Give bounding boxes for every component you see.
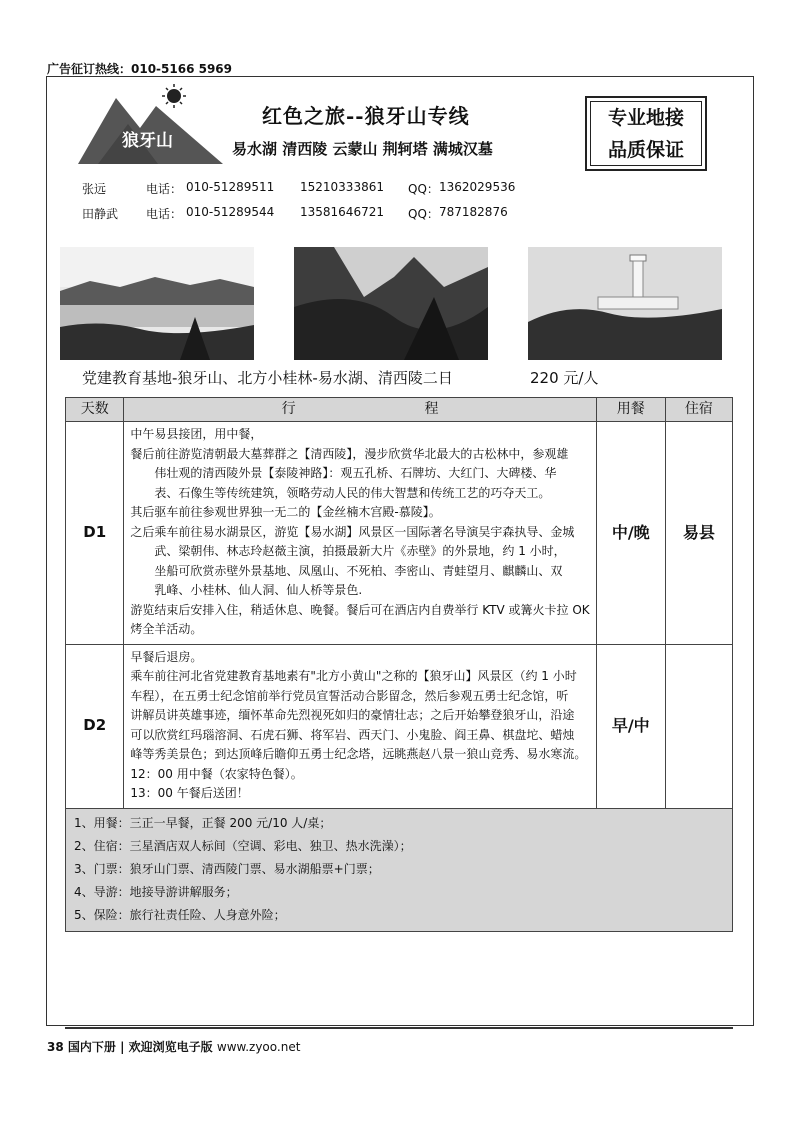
logo-label: 狼牙山 xyxy=(122,131,173,151)
table-header-row xyxy=(66,398,733,422)
note-line: 2、住宿：三星酒店双人标间（空调、彩电、独卫、热水洗澡）； xyxy=(74,838,412,853)
lodging-cell: 易县 xyxy=(665,422,732,645)
page-subtitle: 易水湖 清西陵 云蒙山 荆轲塔 满城汉墓 xyxy=(232,140,493,158)
notes-row xyxy=(66,808,733,931)
lake-photo xyxy=(60,247,254,360)
itinerary-line: 13：00 午餐后送团！ xyxy=(130,786,249,800)
footer-section: 国内下册 xyxy=(67,1040,116,1054)
header-itinerary-char-1: 行 xyxy=(281,400,296,417)
contact-qq: 1362029536 xyxy=(439,180,516,194)
ad-hotline: 广告征订热线：010-5166 5969 xyxy=(47,62,233,76)
itinerary-line: 表、石像生等传统建筑，领略劳动人民的伟大智慧和传统工艺的巧夺天工。 xyxy=(154,485,551,500)
contact-mobile: 15210333861 xyxy=(300,180,384,194)
itinerary-line: 其后驱车前往参观世界独一无二的【金丝楠木宫殿-慕陵】。 xyxy=(130,505,441,519)
day-label: D1 xyxy=(66,422,124,645)
header-meal: 用餐 xyxy=(596,398,665,422)
itinerary-line: 讲解员讲英雄事迹，缅怀革命先烈视死如归的豪情壮志；之后开始攀登狼牙山，沿途 xyxy=(130,708,575,722)
mountain-photo xyxy=(294,247,488,360)
itinerary-line: 中午易县接团，用中餐， xyxy=(130,427,263,441)
day-label: D2 xyxy=(66,644,124,808)
footer-separator: | xyxy=(120,1040,125,1054)
day-itinerary xyxy=(124,422,596,645)
itinerary-line: 乘车前往河北省党建教育基地素有"北方小黄山"之称的【狼牙山】风景区（约 1 小时 xyxy=(130,669,577,683)
itinerary-line: 游览结束后安排入住，稍适休息、晚餐。餐后可在酒店内自费举行 KTV 或篝火卡拉 OK xyxy=(130,602,590,617)
contact-tel: 010-51289544 xyxy=(186,205,275,219)
badge-line-1: 专业地接 xyxy=(607,107,684,129)
badge-inner-border xyxy=(590,101,702,166)
header-itinerary xyxy=(124,398,596,422)
itinerary-line: 烤全羊活动。 xyxy=(130,622,203,636)
meal-cell: 中/晚 xyxy=(596,422,665,645)
header-day: 天数 xyxy=(66,398,124,422)
itinerary-line: 早餐后退房。 xyxy=(130,649,203,664)
contact-tel-label: 电话： xyxy=(146,182,183,196)
itinerary-line: 12：00 用中餐（农家特色餐）。 xyxy=(130,766,303,781)
meal-cell: 早/中 xyxy=(596,644,665,808)
contact-tel-label: 电话： xyxy=(146,207,183,221)
day-itinerary xyxy=(124,644,596,808)
header-itinerary-char-2: 程 xyxy=(424,400,439,417)
note-line: 4、导游：地接导游讲解服务； xyxy=(74,884,238,899)
itinerary-line: 之后乘车前往易水湖景区，游览【易水湖】风景区一国际著名导演吴宇森执导、金城 xyxy=(130,524,575,539)
itinerary-line: 乳峰、小桂林、仙人洞、仙人桥等景色. xyxy=(154,583,363,597)
tour-price: 220 元/人 xyxy=(530,369,599,387)
bottom-divider xyxy=(65,1027,733,1029)
lodging-cell xyxy=(665,644,732,808)
contact-tel: 010-51289511 xyxy=(186,180,275,194)
itinerary-line: 峰等秀美景色；到达顶峰后瞻仰五勇士纪念塔，远眺燕赵八景一狼山竞秀、易水寒流。 xyxy=(130,747,587,761)
monument-photo xyxy=(528,247,722,360)
tour-caption: 党建教育基地-狼牙山、北方小桂林-易水湖、清西陵二日 xyxy=(82,369,453,387)
contact-qq: 787182876 xyxy=(439,205,508,219)
itinerary-line: 坐船可欣赏赤壁外景基地、凤凰山、不死柏、李密山、青蛙望月、麒麟山、双 xyxy=(154,563,563,578)
header-lodging: 住宿 xyxy=(665,398,732,422)
contact-qq-label: QQ： xyxy=(408,207,439,221)
contact-name: 张远 xyxy=(82,182,107,196)
itinerary-line: 伟壮观的清西陵外景【泰陵神路】：观五孔桥、石牌坊、大红门、大碑楼、华 xyxy=(154,466,557,480)
note-line: 5、保险：旅行社责任险、人身意外险； xyxy=(74,907,286,922)
page-footer xyxy=(47,1038,300,1055)
contact-mobile: 13581646721 xyxy=(300,205,384,219)
itinerary-line: 车程），在五勇士纪念馆前举行党员宣誓活动合影留念，然后参观五勇士纪念馆，听 xyxy=(130,688,569,703)
page-number: 38 xyxy=(47,1040,64,1054)
service-badge xyxy=(585,96,707,171)
footer-slogan: 欢迎浏览电子版 xyxy=(128,1040,213,1054)
table-row xyxy=(66,644,733,808)
tour-notes xyxy=(66,808,733,931)
note-line: 3、门票：狼牙山门票、清西陵门票、易水湖船票+门票； xyxy=(74,861,380,876)
itinerary-line: 餐后前往游览清朝最大墓葬群之【清西陵】，漫步欣赏华北最大的古松林中，参观雄 xyxy=(130,446,569,461)
contact-qq-label: QQ： xyxy=(408,182,439,196)
table-row xyxy=(66,422,733,645)
itinerary-line: 可以欣赏红玛瑙溶洞、石虎石狮、将军岩、西天门、小鬼脸、阎王鼻、棋盘坨、蜡烛 xyxy=(130,727,575,742)
itinerary-table xyxy=(65,397,733,932)
itinerary-line: 武、梁朝伟、林志玲赵薇主演，拍摄最新大片《赤壁》的外景地，约 1 小时， xyxy=(154,544,566,558)
contact-name: 田静武 xyxy=(82,207,119,221)
badge-line-2: 品质保证 xyxy=(607,139,684,161)
footer-url[interactable]: www.zyoo.net xyxy=(216,1040,301,1054)
page-title: 红色之旅--狼牙山专线 xyxy=(262,104,470,128)
note-line: 1、用餐：三正一早餐，正餐 200 元/10 人/桌； xyxy=(74,815,332,830)
